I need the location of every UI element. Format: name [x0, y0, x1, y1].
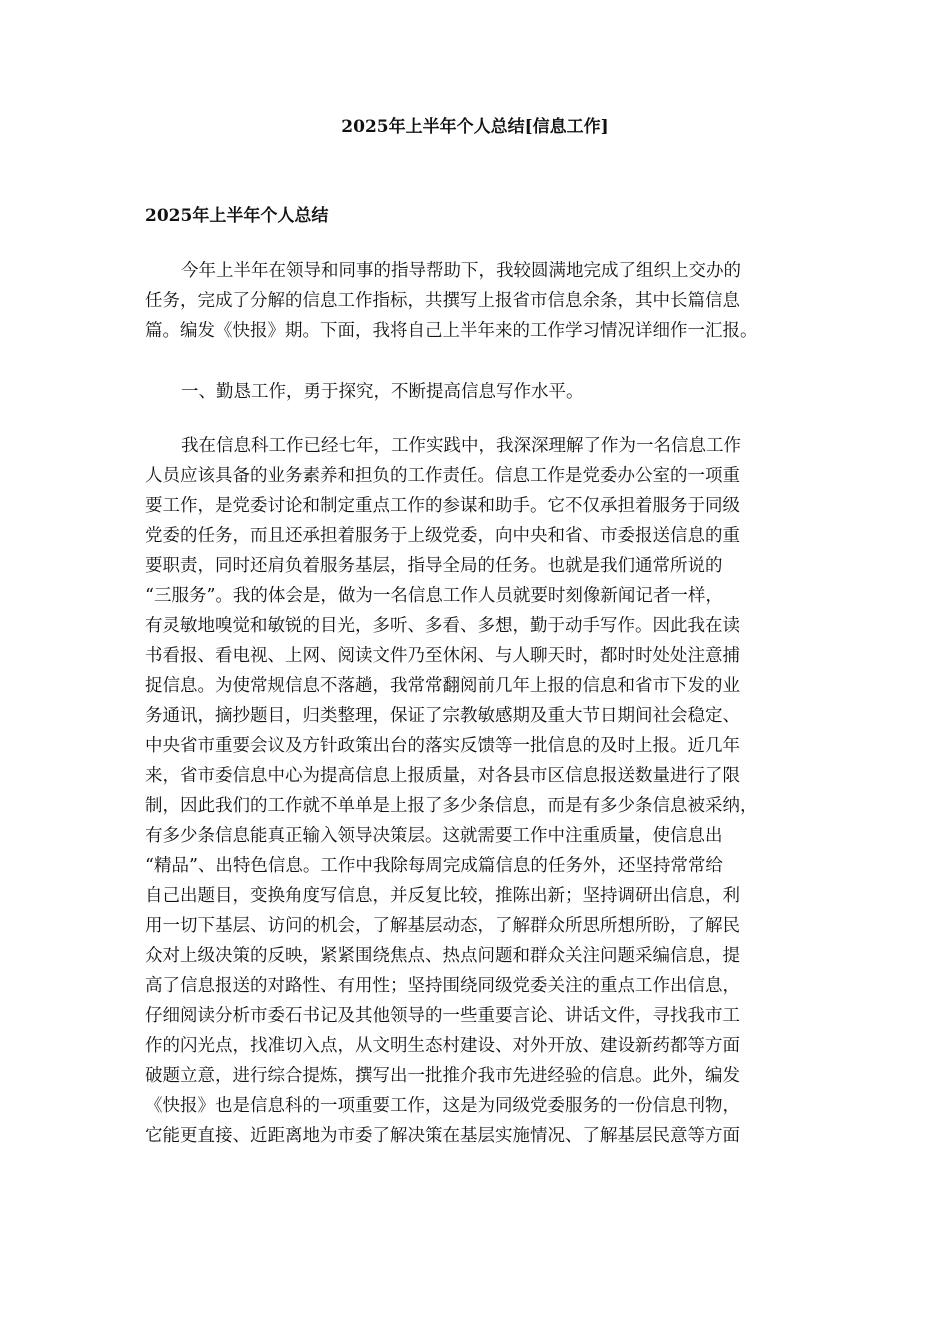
document-title: 2025年上半年个人总结[信息工作]: [341, 117, 609, 137]
paragraph-line: 自己出题目，变换角度写信息，并反复比较，推陈出新；坚持调研出信息，利: [145, 886, 740, 906]
paragraph-line: 人员应该具备的业务素养和担负的工作责任。信息工作是党委办公室的一项重: [145, 466, 740, 486]
paragraph-line: 《快报》也是信息科的一项重要工作，这是为同级党委服务的一份信息刊物，: [145, 1096, 740, 1116]
paragraph-line: 任务，完成了分解的信息工作指标，共撰写上报省市信息余条，其中长篇信息: [145, 291, 740, 311]
paragraph-line: 它能更直接、近距离地为市委了解决策在基层实施情况、了解基层民意等方面: [145, 1126, 740, 1146]
paragraph-line: 仔细阅读分析市委石书记及其他领导的一些重要言论、讲话文件，寻找我市工: [145, 1006, 740, 1026]
paragraph-line: 破题立意，进行综合提炼，撰写出一批推介我市先进经验的信息。此外，编发: [145, 1066, 740, 1086]
paragraph-line: 来，省市委信息中心为提高信息上报质量，对各县市区信息报送数量进行了限: [145, 766, 740, 786]
paragraph-line: 篇。编发《快报》期。下面，我将自己上半年来的工作学习情况详细作一汇报。: [145, 321, 758, 341]
paragraph-line: 要职责，同时还肩负着服务基层，指导全局的任务。也就是我们通常所说的: [145, 556, 723, 576]
paragraph-line: 有灵敏地嗅觉和敏锐的目光，多听、多看、多想，勤于动手写作。因此我在读: [145, 616, 740, 636]
paragraph-line: 要工作，是党委讨论和制定重点工作的参谋和助手。它不仅承担着服务于同级: [145, 496, 740, 516]
paragraph-line: 书看报、看电视、上网、阅读文件乃至休闲、与人聊天时，都时时处处注意捕: [145, 646, 740, 666]
paragraph-line: 我在信息科工作已经七年，工作实践中，我深深理解了作为一名信息工作: [181, 436, 741, 456]
paragraph-line: 党委的任务，而且还承担着服务于上级党委，向中央和省、市委报送信息的重: [145, 526, 740, 546]
paragraph-subheading: [145, 377, 805, 407]
paragraph-line: “精品”、出特色信息。工作中我除每周完成篇信息的任务外，还坚持常常给: [145, 856, 723, 876]
paragraph-line: 作的闪光点，找准切入点，从文明生态村建设、对外开放、建设新药都等方面: [145, 1036, 740, 1056]
paragraph-line: 今年上半年在领导和同事的指导帮助下，我较圆满地完成了组织上交办的: [181, 261, 741, 281]
paragraph-line: 有多少条信息能真正输入领导决策层。这就需要工作中注重质量，使信息出: [145, 826, 723, 846]
paragraph-line: 众对上级决策的反映，紧紧围绕焦点、热点问题和群众关注问题采编信息，提: [145, 946, 740, 966]
section-heading: 2025年上半年个人总结: [145, 206, 329, 226]
paragraph-line: 制，因此我们的工作就不单单是上报了多少条信息，而是有多少条信息被采纳，: [145, 796, 758, 816]
paragraph-intro: [145, 256, 805, 346]
paragraph-line: 用一切下基层、访问的机会，了解基层动态，了解群众所思所想所盼，了解民: [145, 916, 740, 936]
paragraph-line: 一、勤恳工作，勇于探究，不断提高信息写作水平。: [181, 382, 584, 402]
paragraph-main: [145, 431, 805, 1151]
paragraph-line: 中央省市重要会议及方针政策出台的落实反馈等一批信息的及时上报。近几年: [145, 736, 740, 756]
paragraph-line: 高了信息报送的对路性、有用性；坚持围绕同级党委关注的重点工作出信息，: [145, 976, 740, 996]
paragraph-line: 务通讯，摘抄题目，归类整理，保证了宗教敏感期及重大节日期间社会稳定、: [145, 706, 740, 726]
paragraph-line: “三服务”。我的体会是，做为一名信息工作人员就要时刻像新闻记者一样，: [145, 586, 723, 606]
paragraph-line: 捉信息。为使常规信息不落趟，我常常翻阅前几年上报的信息和省市下发的业: [145, 676, 740, 696]
